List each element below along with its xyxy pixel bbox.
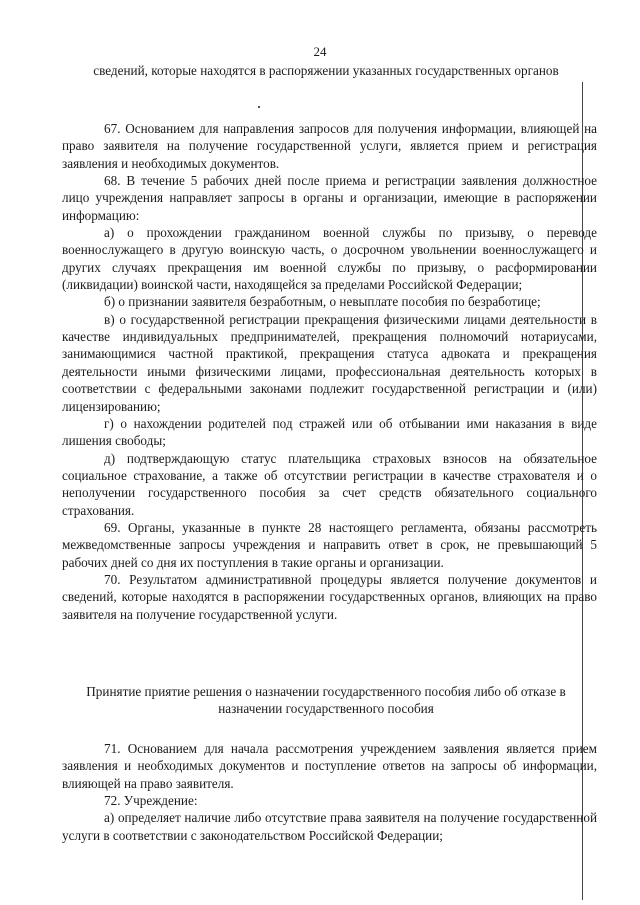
paragraph-68-v: в) о государственной регистрации прекращения физическими лицами деятельности в качестве индивидуальных предпринимателей, прекращения полномочий нотариусами, занимающимися частной практикой, прекращения статуса адвоката и прекращения деятельности иными физическими лицами, профессиональная деятельность которых в соответствии с федеральными законами подлежит государственной регистрации и (или) лицензированию;	[62, 311, 597, 414]
paragraph-68-a: а) о прохождении гражданином военной службы по призыву, о переводе военнослужащего в другую воинскую часть, о досрочном увольнении военнослужащего и других случаях прекращения им военной службы по призыву, о расформировании (ликвидации) воинской части, находящейся за пределами Российской Федерации;	[62, 225, 597, 293]
paragraph-72: 72. Учреждение:	[104, 793, 198, 809]
paragraph-71: 71. Основанием для начала рассмотрения учреждением заявления является прием заявления и необходимых документов и поступление ответов на запросы об информации, влияющей на право заявителя.	[62, 741, 597, 791]
paragraph-67: 67. Основанием для направления запросов для получения информации, влияющей на право заявителя на получение государственной услуги, является прием и регистрация заявления и необходимых документов.	[62, 121, 597, 171]
paragraph-68-d: д) подтверждающую статус плательщика страховых взносов на обязательное социальное страхование, а также об отсутствии регистрации в качестве страхователя и о неполучении государственного пособия за счет средств обязательного социального страхования.	[62, 450, 597, 518]
paragraph-72-a: а) определяет наличие либо отсутствие права заявителя на получение государственной услуги в соответствии с законодательством Российской Федерации;	[62, 810, 597, 843]
paragraph-68-g: г) о нахождении родителей под стражей или об отбывании ими наказания в виде лишения свободы;	[62, 415, 597, 449]
body-block-requests	[62, 120, 597, 623]
paragraph-69: 69. Органы, указанные в пункте 28 настоящего регламента, обязаны рассмотреть межведомственные запросы учреждения и направить ответ в срок, не превышающий 5 рабочих дней со дня их поступления в такие органы и организации.	[62, 519, 597, 570]
paragraph-68-b: б) о признании заявителя безработным, о невыплате пособия по безработице;	[104, 294, 541, 310]
scan-speck	[258, 106, 260, 108]
body-block-decision	[62, 740, 597, 844]
section-heading-requests: сведений, которые находятся в распоряжении указанных государственных органов	[93, 63, 559, 78]
paragraph-70: 70. Результатом административной процедуры является получение документов и сведений, которые находятся в распоряжении государственных органов, влияющих на право заявителя на получение государственной услуги.	[62, 571, 597, 622]
section-heading-decision: Принятие приятие решения о назначении государственного пособия либо об отказе в назначении государственного пособия	[86, 684, 566, 716]
page-number: 24	[313, 44, 327, 59]
paragraph-68: 68. В течение 5 рабочих дней после приема и регистрации заявления должностное лицо учреждения направляет запросы в органы и организации, имеющие в распоряжении информацию:	[62, 173, 597, 223]
